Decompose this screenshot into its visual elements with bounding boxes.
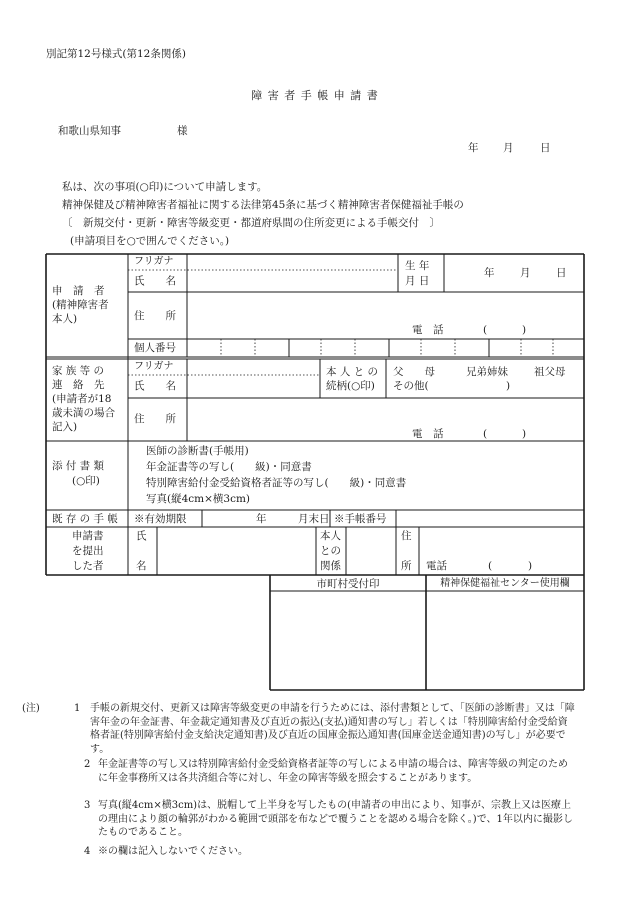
intro-line4: (申請項目を○で囲んでください。) bbox=[70, 235, 230, 247]
family-phone-label: 電 話 bbox=[412, 428, 444, 440]
validity-label: ※有効期限 bbox=[134, 513, 187, 525]
form-title: 障 害 者 手 帳 申 請 書 bbox=[251, 89, 379, 102]
applicant-label-3: 本人) bbox=[52, 313, 78, 325]
note-4-number: 4 bbox=[84, 846, 91, 857]
family-label-4: 歳未満の場合 bbox=[52, 407, 115, 419]
validity-year: 年 bbox=[256, 513, 267, 525]
attachments-label-1: 添 付 書 類 bbox=[52, 460, 105, 472]
intro-line2: 精神保健及び精神障害者福祉に関する法律第45条に基づく精神障害者保健福祉手帳の bbox=[62, 199, 464, 211]
note-4: ※の欄は記入しないでください。 bbox=[98, 846, 248, 857]
relation-option-other-close: ) bbox=[506, 380, 511, 392]
note-1-number: 1 bbox=[74, 703, 81, 714]
personal-number-label: 個人番号 bbox=[134, 342, 176, 354]
relation-option-other: その他( bbox=[393, 380, 429, 392]
submitter-relation-3: 関係 bbox=[320, 560, 341, 572]
applicant-phone-label: 電 話 bbox=[412, 324, 444, 336]
note-2-number: 2 bbox=[84, 759, 91, 770]
honorific: 様 bbox=[177, 125, 188, 137]
family-label-1: 家 族 等 の bbox=[52, 365, 105, 377]
family-name-label: 氏 名 bbox=[134, 380, 176, 392]
submitter-name-bottom: 名 bbox=[136, 560, 147, 572]
family-label-3: (申請者が18 bbox=[52, 393, 112, 405]
birth-year: 年 bbox=[484, 267, 495, 279]
applicant-label-1: 申 請 者 bbox=[52, 285, 105, 297]
submitter-label-3: した者 bbox=[72, 560, 104, 572]
date-month: 月 bbox=[503, 142, 514, 154]
family-phone-paren-open: ( bbox=[483, 428, 488, 440]
handbook-number-label: ※手帳番号 bbox=[334, 513, 387, 525]
submitter-relation-2: との bbox=[320, 545, 341, 557]
birthdate-label-1: 生 年 bbox=[405, 260, 430, 272]
applicant-name-label: 氏 名 bbox=[134, 275, 176, 287]
relation-label-2: 続柄(○印) bbox=[326, 380, 375, 392]
birth-day: 日 bbox=[556, 267, 567, 279]
attachments-label-2: (○印) bbox=[72, 475, 100, 487]
attachment-special-benefit: 特別障害給付金受給資格者証等の写し( 級)・同意書 bbox=[146, 477, 407, 489]
family-phone-paren-close: ) bbox=[522, 428, 527, 440]
submitter-address-bottom: 所 bbox=[401, 560, 412, 572]
submitter-address-top: 住 bbox=[401, 530, 412, 542]
relation-option-parent: 父 母 bbox=[393, 366, 435, 378]
note-1: 手帳の新規交付、更新又は障害等級変更の申請を行うためには、添付書類として、「医師の診断書」又は「障害年金の年金証書、年金裁定通知書及び直近の振込(支払)通知書の写し」若しくは「特別障害給付金受給資格者証(特別障害給付金支給決定通知書)及び直近の国庫金振込通知書(国庫金送金通知書)の写し」が必要です。 bbox=[90, 703, 575, 755]
submitter-label-2: を提出 bbox=[72, 545, 104, 557]
birthdate-label-2: 月 日 bbox=[405, 275, 430, 287]
validity-month-end: 月末日 bbox=[298, 513, 330, 525]
relation-option-grandparent: 祖父母 bbox=[534, 366, 566, 378]
submitter-name-top: 氏 bbox=[136, 530, 147, 542]
note-2: 年金証書等の写し又は特別障害給付金受給資格者証等の写しによる申請の場合は、障害等級の判定のために年金事務所又は各共済組合等に対し、年金の障害等級を照会することがあります。 bbox=[98, 759, 568, 784]
submitter-relation-1: 本人 bbox=[320, 530, 341, 542]
attachment-photo: 写真(縦4cm×横3cm) bbox=[146, 493, 251, 505]
applicant-phone-paren-open: ( bbox=[483, 324, 488, 336]
submitter-label-1: 申請書 bbox=[72, 530, 104, 542]
addressee: 和歌山県知事 bbox=[58, 125, 121, 137]
date-day: 日 bbox=[540, 142, 551, 154]
note-3-number: 3 bbox=[84, 800, 91, 811]
submitter-phone-paren-open: ( bbox=[488, 560, 493, 572]
center-use-field: 精神保健福祉センター使用欄 bbox=[440, 578, 570, 589]
family-label-5: 記入) bbox=[52, 421, 78, 433]
submitter-phone-paren-close: ) bbox=[528, 560, 533, 572]
family-furigana-label: フリガナ bbox=[134, 361, 174, 372]
applicant-address-label: 住 所 bbox=[134, 310, 176, 322]
attachment-doctor-certificate: 医師の診断書(手帳用) bbox=[146, 445, 249, 457]
intro-line1: 私は、次の事項(○印)について申請します。 bbox=[62, 181, 268, 193]
applicant-furigana-label: フリガナ bbox=[134, 256, 174, 267]
family-label-2: 連 絡 先 bbox=[52, 379, 105, 391]
date-year: 年 bbox=[468, 142, 479, 154]
form-number: 別記第12号様式(第12条関係) bbox=[46, 48, 186, 60]
note-3: 写真(縦4cm×横3cm)は、脱帽して上半身を写したもの(申請者の申出により、知事が、宗教上又は医療上の理由により顔の輪郭がわかる範囲で頭部を布などで覆うことを認める場合を除く。)で、1年以内に撮影したものであること。 bbox=[98, 800, 573, 839]
applicant-label-2: (精神障害者 bbox=[52, 299, 109, 311]
existing-handbook-label: 既 存 の 手 帳 bbox=[52, 513, 118, 525]
applicant-phone-paren-close: ) bbox=[522, 324, 527, 336]
intro-line3: 〔 新規交付・更新・障害等級変更・都道府県間の住所変更による手帳交付 〕 bbox=[62, 217, 440, 229]
family-address-label: 住 所 bbox=[134, 413, 176, 425]
relation-option-sibling: 兄弟姉妹 bbox=[466, 366, 508, 378]
submitter-phone-label: 電話 bbox=[426, 560, 447, 572]
municipal-reception-stamp: 市町村受付印 bbox=[316, 578, 380, 590]
notes-label: (注) bbox=[22, 703, 40, 714]
birth-month: 月 bbox=[520, 267, 531, 279]
relation-label-1: 本 人 と の bbox=[326, 366, 379, 378]
attachment-pension-certificate: 年金証書等の写し( 級)・同意書 bbox=[146, 461, 312, 473]
